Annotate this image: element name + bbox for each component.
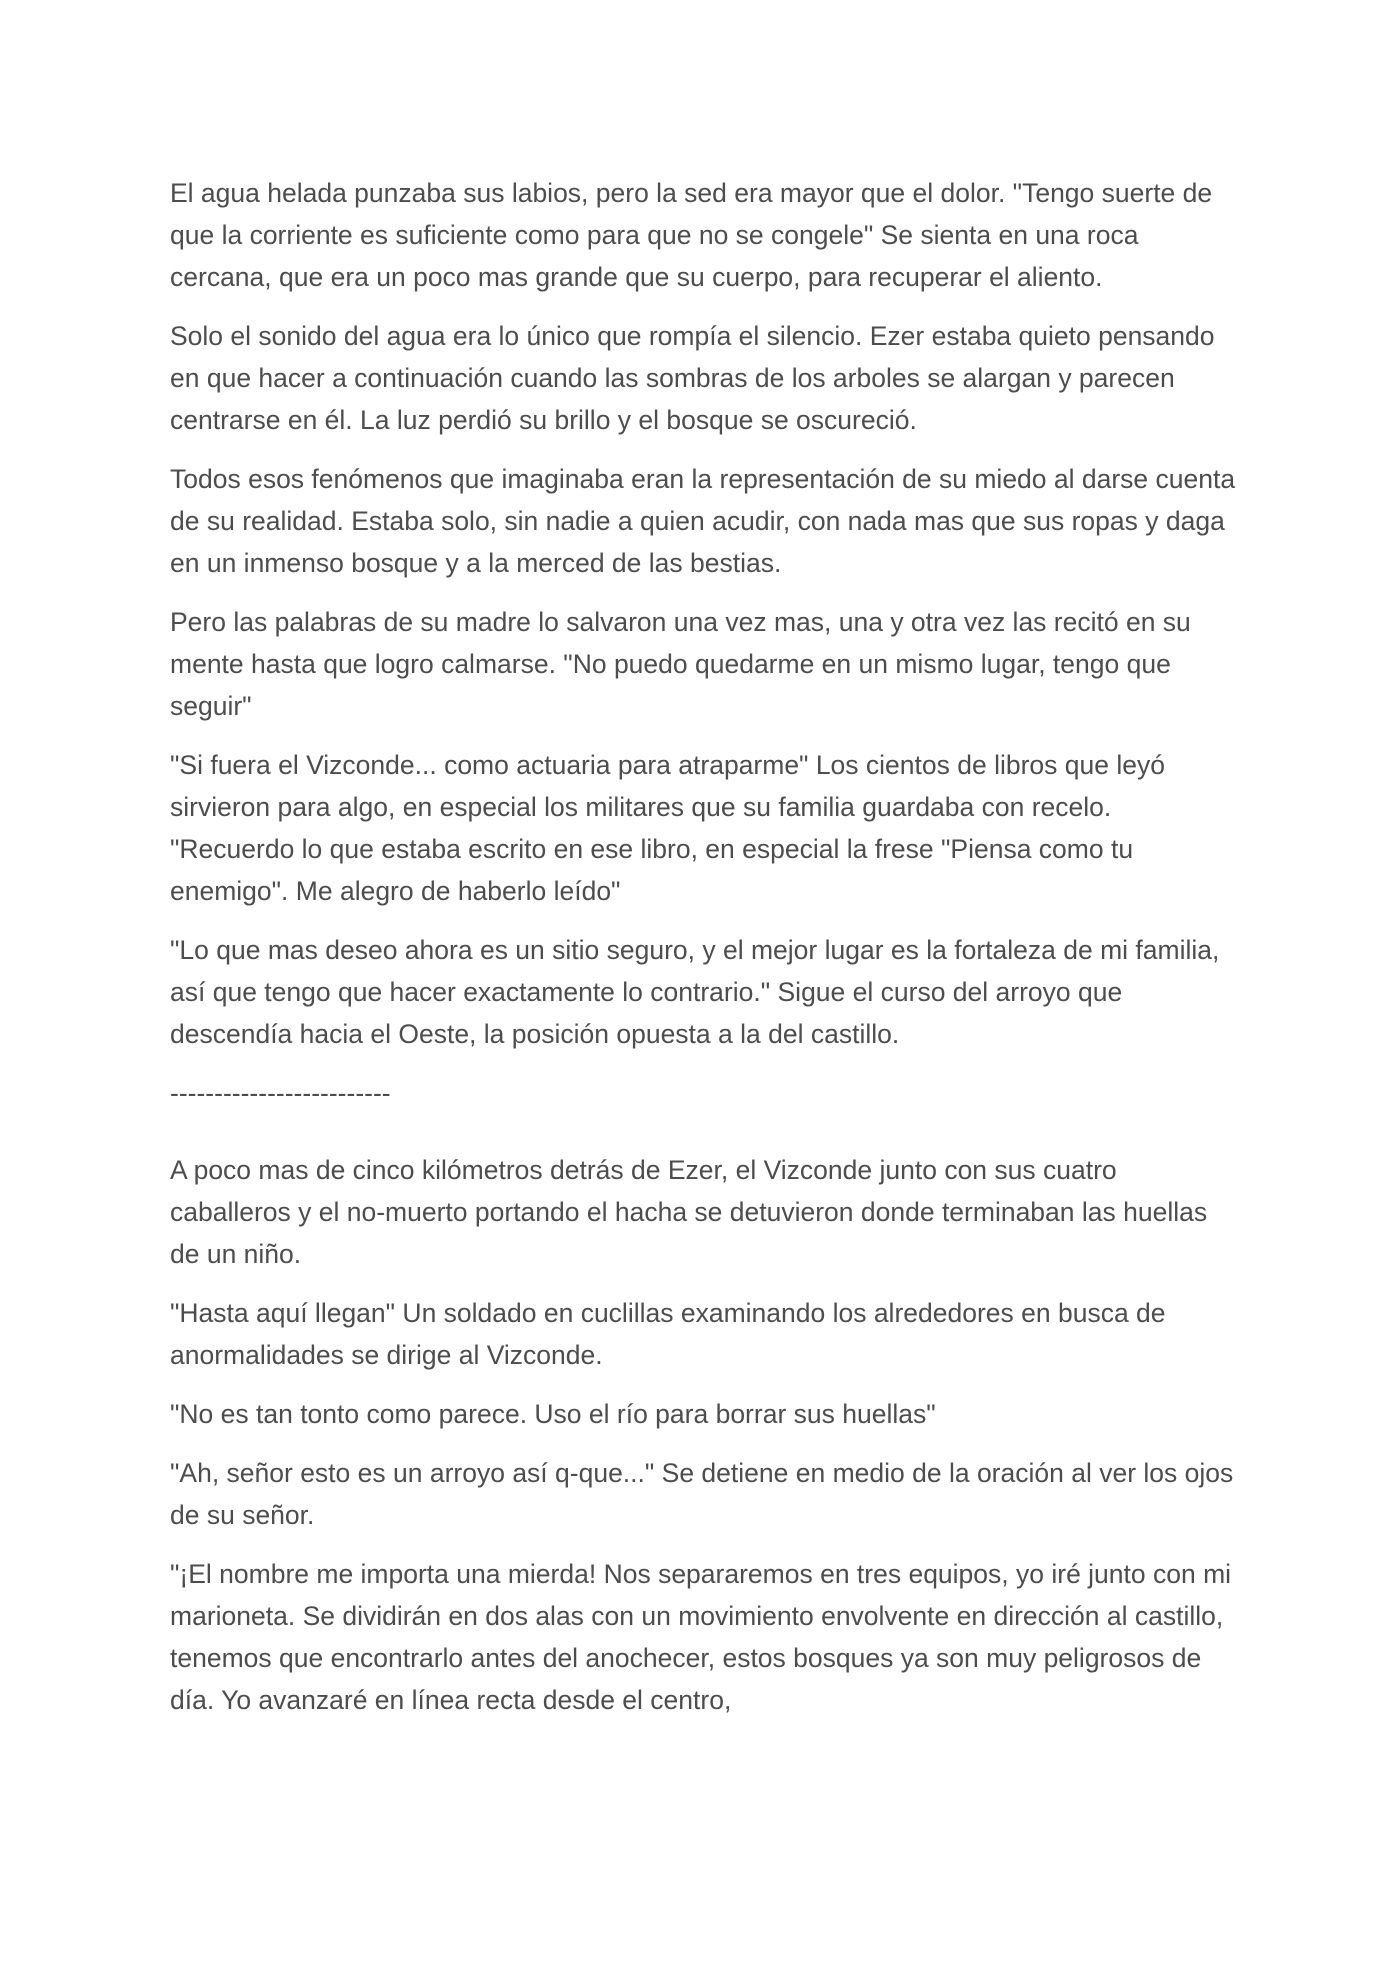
section-break: ------------------------- bbox=[170, 1078, 391, 1108]
paragraph: "No es tan tonto como parece. Uso el río para borrar sus huellas" bbox=[170, 1399, 936, 1429]
paragraph: Solo el sonido del agua era lo único que rompía el silencio. Ezer estaba quieto pensando en que hacer a continuación cuando las sombras de los arboles se alargan y parecen centrarse en él. La luz perdió su brillo y el bosque se oscureció. bbox=[170, 321, 1215, 435]
paragraph: "Lo que mas deseo ahora es un sitio seguro, y el mejor lugar es la fortaleza de mi familia, así que tengo que hacer exactamente lo contrario." Sigue el curso del arroyo que descendía hacia el Oeste, la posición opuesta a la del castillo. bbox=[170, 935, 1220, 1049]
paragraph: "Si fuera el Vizconde... como actuaria para atraparme" Los cientos de libros que leyó sirvieron para algo, en especial los militares que su familia guardaba con recelo. "Recuerdo lo que estaba escrito en ese libro, en especial la frese "Piensa como tu enemigo". Me alegro de haberlo leído" bbox=[170, 750, 1165, 906]
paragraph: Pero las palabras de su madre lo salvaron una vez mas, una y otra vez las recitó en su mente hasta que logro calmarse. "No puedo quedarme en un mismo lugar, tengo que seguir" bbox=[170, 607, 1191, 721]
paragraph: A poco mas de cinco kilómetros detrás de Ezer, el Vizconde junto con sus cuatro caballeros y el no-muerto portando el hacha se detuvieron donde terminaban las huellas de un niño. bbox=[170, 1155, 1208, 1269]
paragraph: El agua helada punzaba sus labios, pero la sed era mayor que el dolor. "Tengo suerte de que la corriente es suficiente como para que no se congele" Se sienta en una roca cercana, que era un poco mas grande que su cuerpo, para recuperar el aliento. bbox=[170, 178, 1213, 292]
document-page bbox=[170, 172, 1236, 1738]
paragraph: "¡El nombre me importa una mierda! Nos separaremos en tres equipos, yo iré junto con mi marioneta. Se dividirán en dos alas con un movimiento envolvente en dirección al castillo, tenemos que encontrarlo antes del anochecer, estos bosques ya son muy peligrosos de día. Yo avanzaré en línea recta desde el centro, bbox=[170, 1559, 1232, 1715]
paragraph: "Hasta aquí llegan" Un soldado en cuclillas examinando los alrededores en busca de anormalidades se dirige al Vizconde. bbox=[170, 1298, 1166, 1370]
paragraph: "Ah, señor esto es un arroyo así q-que..." Se detiene en medio de la oración al ver los ojos de su señor. bbox=[170, 1458, 1234, 1530]
paragraph: Todos esos fenómenos que imaginaba eran la representación de su miedo al darse cuenta de su realidad. Estaba solo, sin nadie a quien acudir, con nada mas que sus ropas y daga en un inmenso bosque y a la merced de las bestias. bbox=[170, 464, 1236, 578]
